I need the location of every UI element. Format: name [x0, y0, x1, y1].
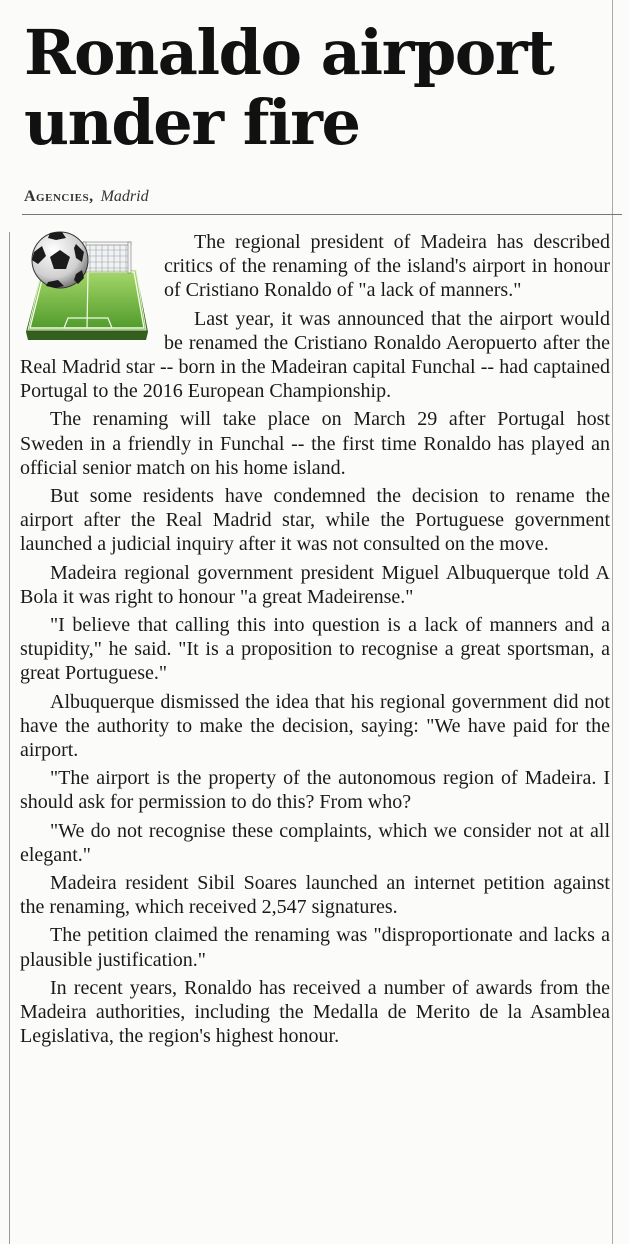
byline	[24, 188, 604, 206]
article-paragraph: "I believe that calling this into question is a lack of manners and a stupidity," he said. "It is a proposition to recognise a great sportsman, a great Portuguese."	[20, 614, 610, 685]
article-paragraph: "We do not recognise these complaints, which we consider not at all elegant."	[20, 819, 610, 866]
column-rule-left	[9, 232, 10, 1244]
article-paragraph: Madeira resident Sibil Soares launched an internet petition against the renaming, which received 2,547 signatures.	[20, 872, 610, 919]
byline-source: Agencies,	[24, 188, 94, 205]
soccer-ball-goal-icon	[20, 230, 150, 348]
article-paragraph: The regional president of Madeira has described critics of the renaming of the island's airport in honour of Cristiano Ronaldo of "a lack of manners."	[164, 231, 610, 302]
article-paragraph: The renaming will take place on March 29 after Portugal host Sweden in a friendly in Funchal -- the first time Ronaldo has played an official senior match on his home island.	[20, 408, 610, 479]
article-paragraph: The petition claimed the renaming was "disproportionate and lacks a plausible justification."	[20, 924, 610, 971]
byline-divider	[22, 214, 622, 215]
article-paragraph: But some residents have condemned the decision to rename the airport after the Real Madrid star, while the Portuguese government launched a judicial inquiry after it was not consulted on the move.	[20, 485, 610, 556]
article-paragraph: In recent years, Ronaldo has received a number of awards from the Madeira authorities, including the Medalla de Merito de la Asamblea Legislativa, the region's highest honour.	[20, 976, 610, 1048]
headline: Ronaldo airport under fire	[24, 16, 554, 159]
byline-location: Madrid	[100, 188, 149, 205]
column-rule-right	[612, 0, 613, 1244]
article-body	[20, 230, 610, 1053]
article-paragraph: Last year, it was announced that the airport would be renamed the Cristiano Ronaldo Aeropuerto after the Real Madrid star -- born in the Madeiran capital Funchal -- had captained Portugal to the 2016 European Championship.	[20, 307, 610, 403]
article-paragraph: Madeira regional government president Miguel Albuquerque told A Bola it was right to honour "a great Madeirense."	[20, 561, 610, 608]
article-paragraph: Albuquerque dismissed the idea that his regional government did not have the authority to make the decision, saying: "We have paid for the airport.	[20, 690, 610, 762]
article-paragraph: "The airport is the property of the autonomous region of Madeira. I should ask for permission to do this? From who?	[20, 767, 610, 814]
